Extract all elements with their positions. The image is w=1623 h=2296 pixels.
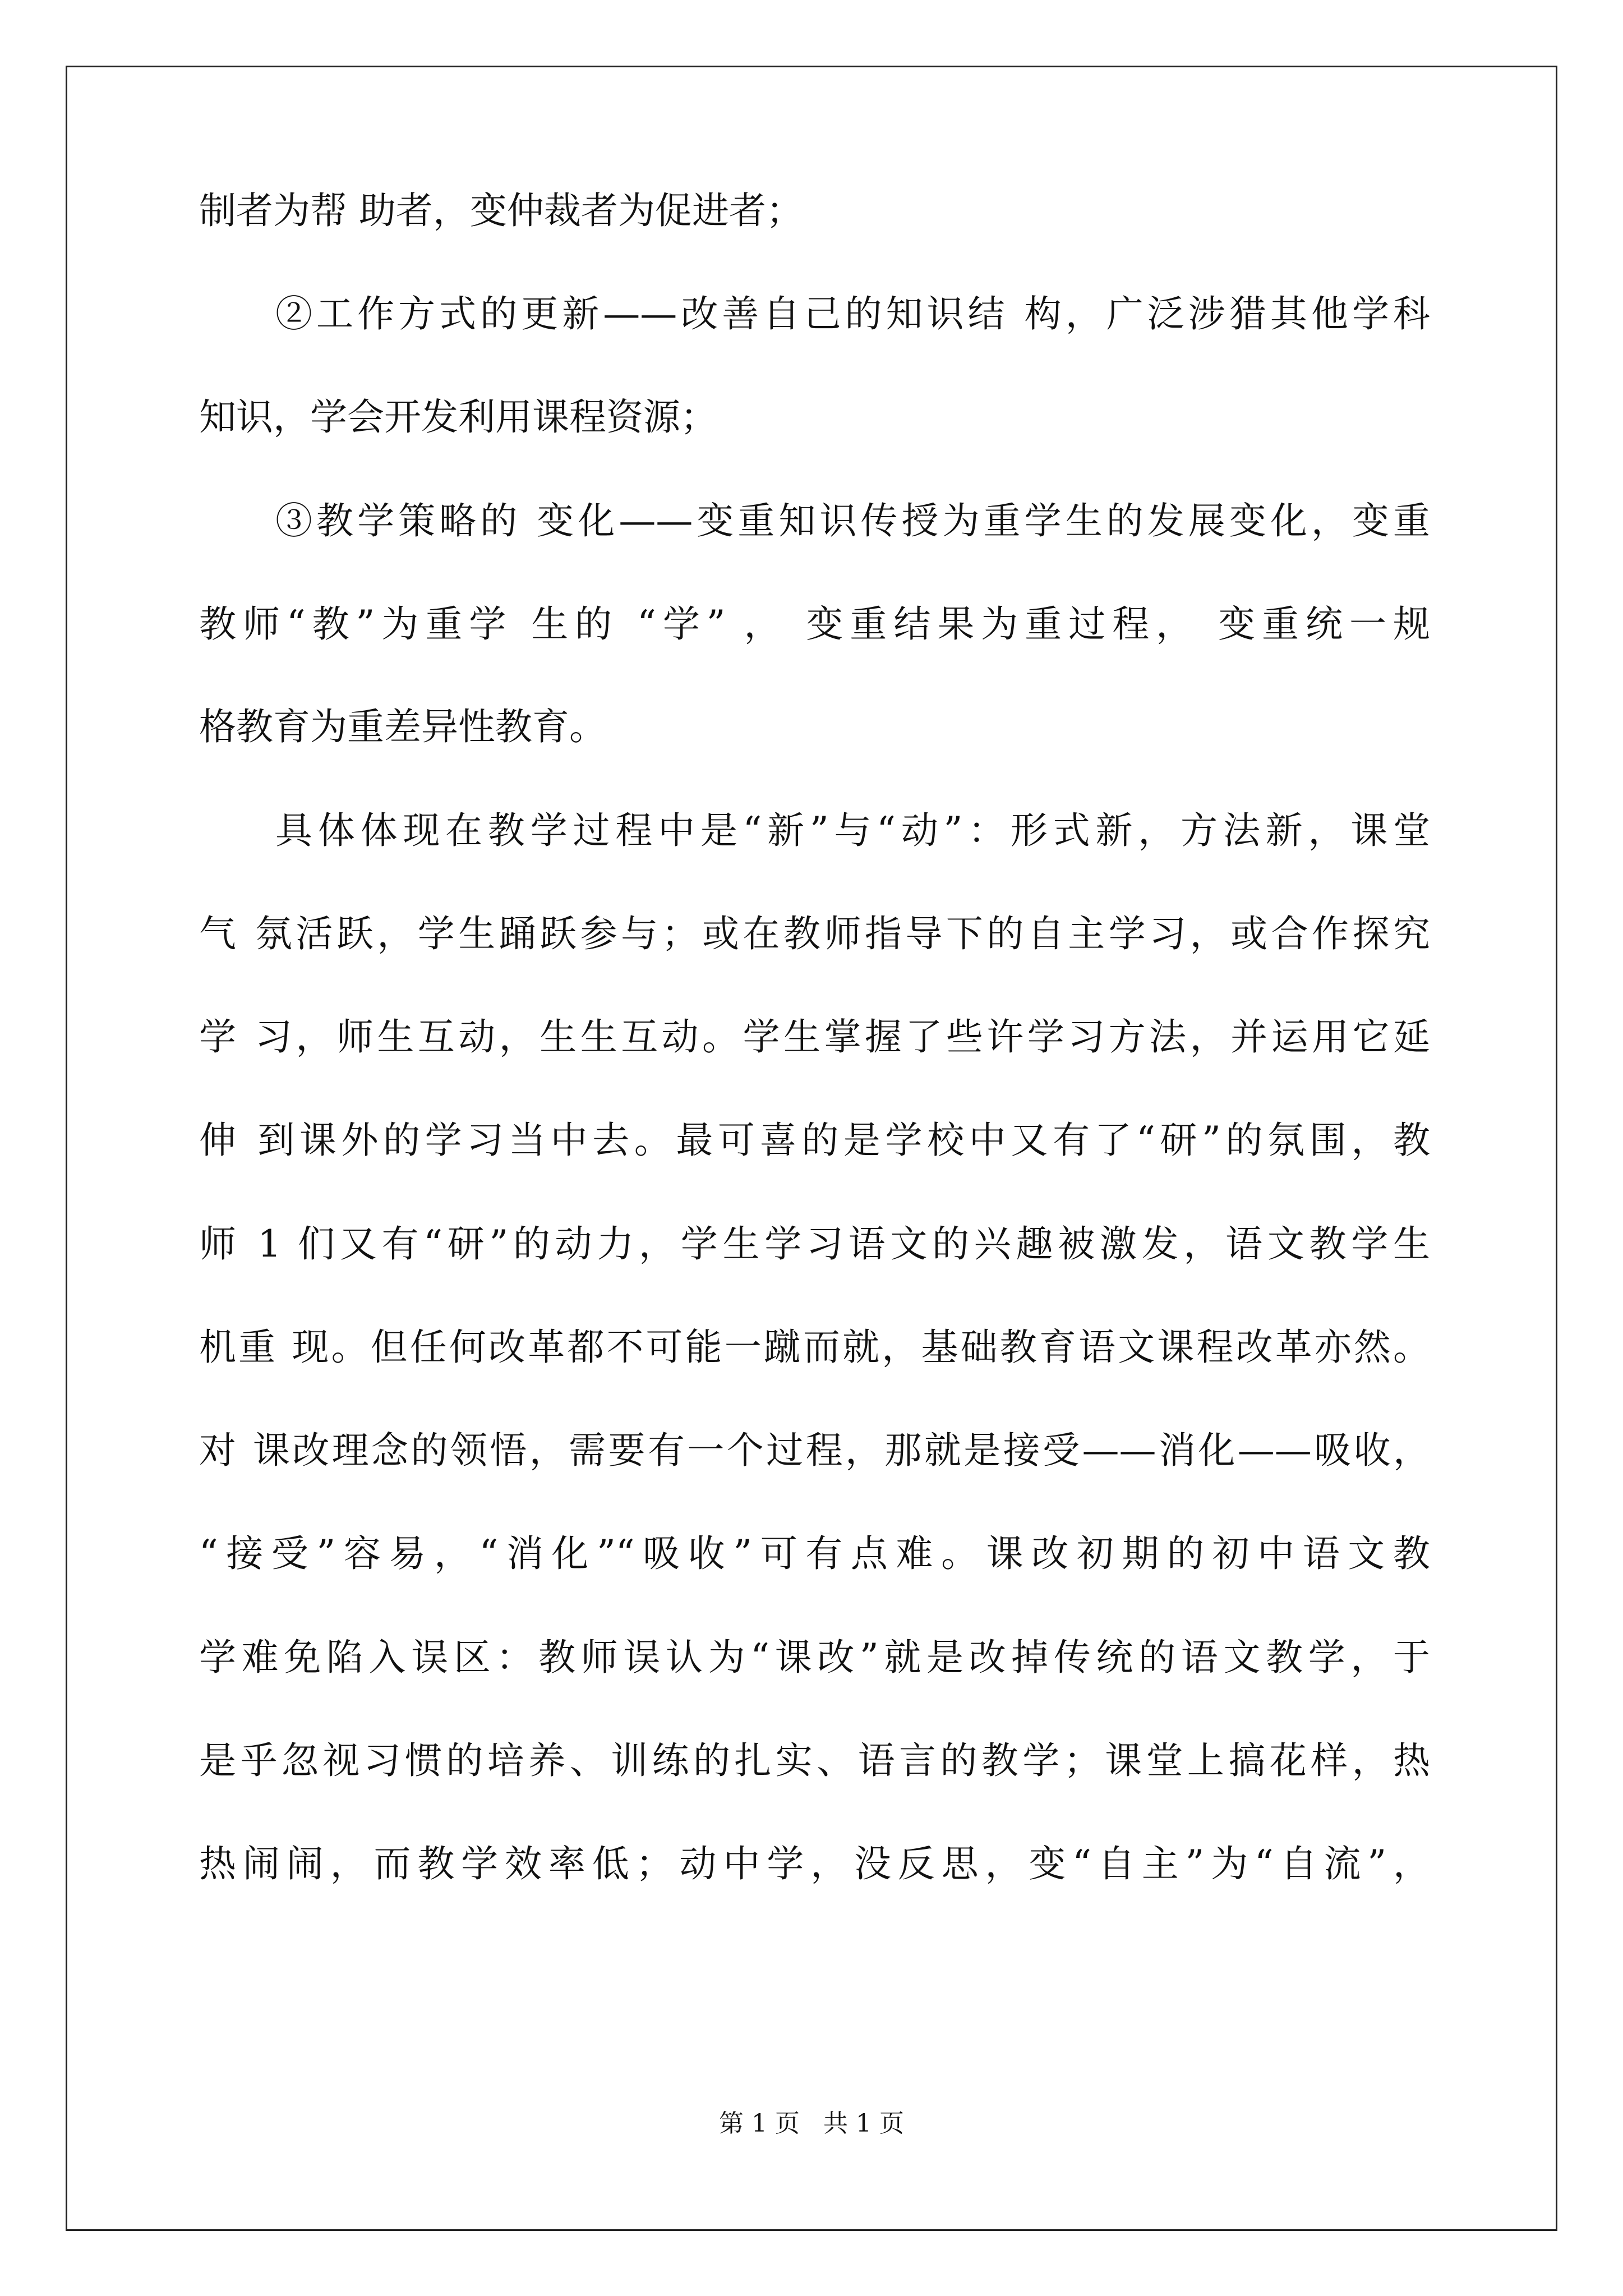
text-line: 机重 现。但任何改革都不可能一蹴而就，基础教育语文课程改革亦然。	[199, 1326, 1430, 1369]
text-line: 格教育为重差异性教育。	[199, 705, 606, 748]
text-line: ③教学策略的 变化——变重知识传授为重学生的发展变化，变重	[275, 499, 1430, 542]
text-line: 教师“教”为重学 生的 “学” ， 变重结果为重过程， 变重统一规	[199, 602, 1430, 646]
text-line: 具体体现在教学过程中是“新”与“动”：形式新，方法新，课堂	[275, 809, 1430, 852]
text-line: 知识，学会开发利用课程资源；	[199, 395, 717, 439]
text-line: 是乎忽视习惯的培养、训练的扎实、语言的教学；课堂上搞花样，热	[199, 1739, 1430, 1782]
text-line: 学 习，师生互动，生生互动。学生掌握了些许学习方法，并运用它延	[199, 1015, 1430, 1059]
text-line: 师 1 们又有“研”的动力，学生学习语文的兴趣被激发，语文教学生	[199, 1222, 1430, 1266]
text-line: 热闹闹，而教学效率低；动中学，没反思，变“自主”为“自流”，	[199, 1842, 1430, 1885]
text-line: 伸 到课外的学习当中去。最可喜的是学校中又有了“研”的氛围，教	[199, 1119, 1430, 1162]
text-line: 气 氛活跃，学生踊跃参与；或在教师指导下的自主学习，或合作探究	[199, 912, 1430, 955]
text-line: 制者为帮 助者，变仲裁者为促进者；	[199, 189, 803, 232]
text-line: “接受”容易，“消化”“吸收”可有点难。课改初期的初中语文教	[199, 1532, 1430, 1575]
text-line: 学难免陷入误区：教师误认为“课改”就是改掉传统的语文教学，于	[199, 1636, 1430, 1679]
text-line: 对 课改理念的领悟，需要有一个过程，那就是接受——消化——吸收，	[199, 1429, 1430, 1472]
text-line: ②工作方式的更新——改善自己的知识结 构，广泛涉猎其他学科	[275, 292, 1430, 335]
page-footer: 第 1 页 共 1 页	[719, 2109, 904, 2138]
